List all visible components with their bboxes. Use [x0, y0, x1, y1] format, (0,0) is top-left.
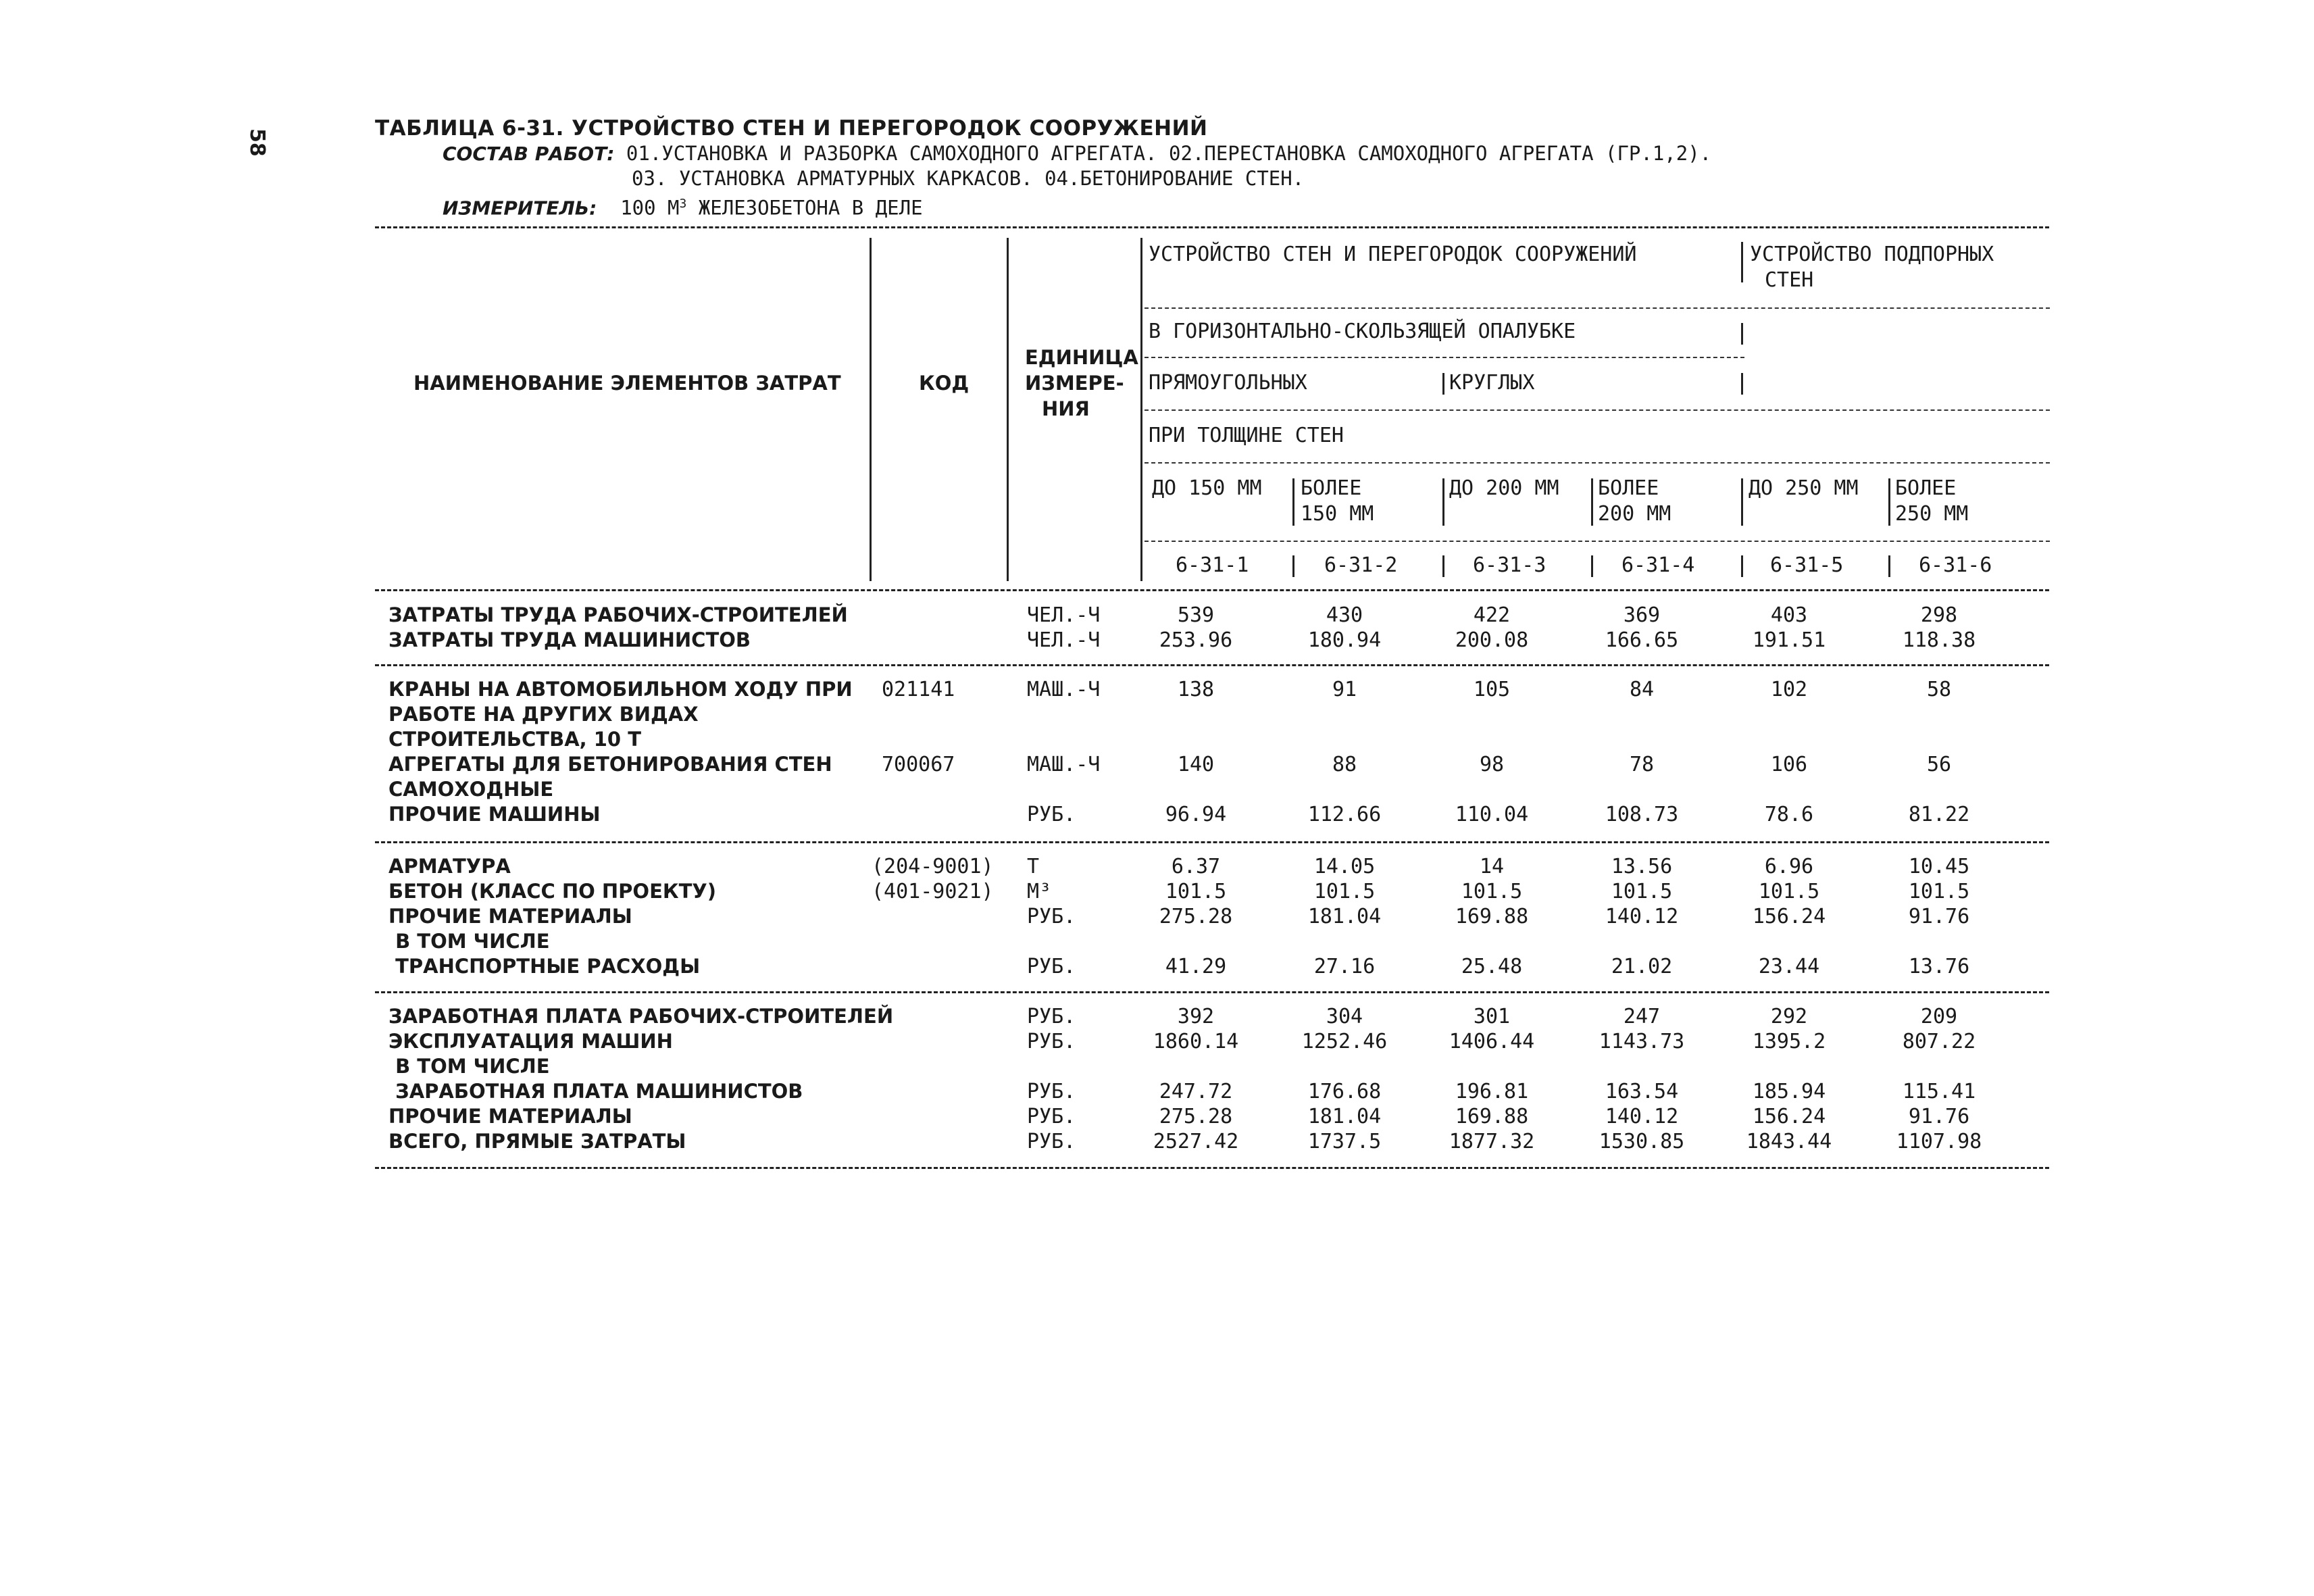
row-value-3: 14 [1479, 855, 1505, 878]
row-value-5: 102 [1770, 678, 1808, 701]
row-value-2: 1252.46 [1301, 1030, 1388, 1053]
row-value-6: 13.76 [1908, 955, 1970, 978]
row-name: РАБОТЕ НА ДРУГИХ ВИДАХ [388, 703, 699, 726]
row-unit: РУБ. [1027, 1005, 1076, 1028]
row-value-3: 200.08 [1455, 628, 1529, 652]
row-unit: РУБ. [1027, 1105, 1076, 1128]
row-value-4: 166.65 [1605, 628, 1679, 652]
table-row [388, 1080, 2051, 1105]
row-value-2: 88 [1332, 753, 1357, 776]
col-divider-3 [1140, 238, 1142, 581]
row-value-2: 101.5 [1313, 880, 1376, 903]
table-row [388, 1055, 2051, 1080]
row-value-2: 176.68 [1307, 1080, 1382, 1103]
row-value-5: 1395.2 [1752, 1030, 1826, 1053]
row-unit: РУБ. [1027, 1080, 1076, 1103]
header-round: КРУГЛЫХ [1449, 371, 1535, 395]
code-divider-2 [1442, 555, 1444, 577]
row-unit: ЧЕЛ.-Ч [1027, 603, 1101, 627]
row-value-1: 138 [1177, 678, 1215, 701]
row-name: СТРОИТЕЛЬСТВА, 10 Т [388, 728, 641, 751]
row-value-6: 1107.98 [1896, 1130, 1982, 1153]
code-divider-3 [1591, 555, 1593, 577]
row-code: (401-9021) [872, 880, 994, 903]
row-unit: Т [1027, 855, 1040, 878]
table-row [388, 628, 2051, 653]
header-code: КОД [919, 372, 970, 395]
row-unit: М³ [1027, 880, 1052, 903]
row-value-2: 304 [1326, 1005, 1363, 1028]
row-unit: МАШ.-Ч [1027, 678, 1101, 701]
section-rule-1 [375, 664, 2049, 666]
table-row [388, 955, 2051, 980]
rect-round-divider [1442, 373, 1444, 395]
table-row [388, 753, 2051, 778]
row-value-6: 118.38 [1902, 628, 1976, 652]
col-code-3: 6-31-3 [1473, 553, 1546, 577]
header-name: НАИМЕНОВАНИЕ ЭЛЕМЕНТОВ ЗАТРАТ [413, 372, 841, 395]
row-value-2: 180.94 [1307, 628, 1382, 652]
table-bottom-rule [375, 1167, 2049, 1169]
row-name: ПРОЧИЕ МАТЕРИАЛЫ [388, 905, 632, 928]
row-value-4: 140.12 [1605, 905, 1679, 928]
work-label: СОСТАВ РАБОТ: [443, 143, 615, 165]
row-value-3: 196.81 [1455, 1080, 1529, 1103]
code-divider-5 [1888, 555, 1890, 577]
col-code-2: 6-31-2 [1324, 553, 1398, 577]
row-name: ЭКСПЛУАТАЦИЯ МАШИН [388, 1030, 673, 1053]
row-value-1: 392 [1177, 1005, 1215, 1028]
row-value-4: 13.56 [1611, 855, 1673, 878]
row-value-1: 96.94 [1165, 803, 1227, 826]
row-value-5: 185.94 [1752, 1080, 1826, 1103]
table-title: ТАБЛИЦА 6-31. УСТРОЙСТВО СТЕН И ПЕРЕГОРОДОК СООРУЖЕНИЙ [375, 116, 1208, 141]
header-rule-c [1145, 409, 2050, 411]
sub-col-6-l2: 250 ММ [1895, 502, 1969, 526]
col-code-6: 6-31-6 [1919, 553, 1992, 577]
row-value-6: 91.76 [1908, 1105, 1970, 1128]
row-value-2: 91 [1332, 678, 1357, 701]
row-value-1: 6.37 [1171, 855, 1221, 878]
row-value-4: 1530.85 [1599, 1130, 1685, 1153]
col-divider-1 [870, 238, 872, 581]
section-rule-2 [375, 841, 2049, 843]
sub-divider-1 [1292, 478, 1294, 526]
row-value-1: 253.96 [1159, 628, 1233, 652]
header-group-2-line1: УСТРОЙСТВО ПОДПОРНЫХ [1750, 243, 1994, 266]
work-line-1: 01.УСТАНОВКА И РАЗБОРКА САМОХОДНОГО АГРЕГАТА. 02.ПЕРЕСТАНОВКА САМОХОДНОГО АГРЕГАТА (ГР.1,2). [614, 142, 1712, 165]
code-divider-1 [1292, 555, 1294, 577]
header-bottom-rule [375, 589, 2049, 591]
row-value-5: 191.51 [1752, 628, 1826, 652]
page-number: 58 [245, 128, 269, 157]
row-value-3: 422 [1473, 603, 1511, 627]
row-value-6: 115.41 [1902, 1080, 1976, 1103]
row-value-4: 140.12 [1605, 1105, 1679, 1128]
row-value-3: 101.5 [1461, 880, 1523, 903]
sub-col-4-l2: 200 ММ [1598, 502, 1671, 526]
table-row [388, 1030, 2051, 1055]
sub-col-5-l1: ДО 250 ММ [1749, 476, 1859, 500]
row-value-5: 106 [1770, 753, 1808, 776]
row-value-1: 101.5 [1165, 880, 1227, 903]
row-code: 700067 [882, 753, 955, 776]
row-unit: МАШ.-Ч [1027, 753, 1101, 776]
header-rule-d [1145, 462, 2050, 464]
table-header-block [375, 116, 2051, 221]
row-name: В ТОМ ЧИСЛЕ [388, 1055, 550, 1078]
table-row [388, 905, 2051, 930]
row-value-4: 108.73 [1605, 803, 1679, 826]
table-row [388, 678, 2051, 703]
row-name: ТРАНСПОРТНЫЕ РАСХОДЫ [388, 955, 701, 978]
table-row [388, 880, 2051, 905]
row-value-3: 25.48 [1461, 955, 1523, 978]
row-value-1: 275.28 [1159, 1105, 1233, 1128]
row-value-2: 430 [1326, 603, 1363, 627]
row-value-6: 209 [1920, 1005, 1958, 1028]
header-formwork: В ГОРИЗОНТАЛЬНО-СКОЛЬЗЯЩЕЙ ОПАЛУБКЕ [1149, 320, 1576, 343]
row-value-6: 91.76 [1908, 905, 1970, 928]
row-value-2: 1737.5 [1307, 1130, 1382, 1153]
row-value-4: 163.54 [1605, 1080, 1679, 1103]
sub-col-6-l1: БОЛЕЕ [1895, 476, 1957, 500]
table-row [388, 1005, 2051, 1030]
row-unit: РУБ. [1027, 955, 1076, 978]
sub-divider-5 [1888, 478, 1890, 526]
code-divider-4 [1741, 555, 1743, 577]
header-group-2-line2: СТЕН [1765, 268, 1814, 292]
row-value-5: 78.6 [1764, 803, 1814, 826]
row-unit: РУБ. [1027, 1130, 1076, 1153]
row-value-5: 1843.44 [1746, 1130, 1832, 1153]
col-code-1: 6-31-1 [1176, 553, 1249, 577]
sub-divider-4 [1741, 478, 1743, 526]
row-value-3: 105 [1473, 678, 1511, 701]
row-unit: РУБ. [1027, 803, 1076, 826]
row-code: 021141 [882, 678, 955, 701]
header-unit-2: ИЗМЕРЕ- [1025, 372, 1124, 395]
sub-col-1-l1: ДО 150 ММ [1152, 476, 1262, 500]
header-unit-3: НИЯ [1042, 397, 1090, 420]
col-divider-2 [1007, 238, 1009, 581]
row-name: АРМАТУРА [388, 855, 511, 878]
row-value-1: 247.72 [1159, 1080, 1233, 1103]
row-name: ЗАТРАТЫ ТРУДА РАБОЧИХ-СТРОИТЕЛЕЙ [388, 603, 848, 626]
sub-divider-2 [1442, 478, 1444, 526]
row-value-6: 807.22 [1902, 1030, 1976, 1053]
row-value-6: 81.22 [1908, 803, 1970, 826]
sub-col-4-l1: БОЛЕЕ [1598, 476, 1659, 500]
row-value-3: 110.04 [1455, 803, 1529, 826]
row-value-6: 10.45 [1908, 855, 1970, 878]
header-rect: ПРЯМОУГОЛЬНЫХ [1149, 371, 1307, 395]
work-composition [375, 141, 2051, 166]
measure-unit [375, 191, 2051, 221]
row-name: ЗАРАБОТНАЯ ПЛАТА РАБОЧИХ-СТРОИТЕЛЕЙ [388, 1005, 894, 1028]
row-value-1: 1860.14 [1153, 1030, 1239, 1053]
row-name: ПРОЧИЕ МАТЕРИАЛЫ [388, 1105, 632, 1128]
sub-col-2-l1: БОЛЕЕ [1301, 476, 1362, 500]
header-rule-a [1145, 307, 2050, 309]
header-rule-e [1145, 541, 2050, 542]
row-value-6: 298 [1920, 603, 1958, 627]
row-value-6: 101.5 [1908, 880, 1970, 903]
row-value-4: 101.5 [1611, 880, 1673, 903]
row-value-2: 181.04 [1307, 905, 1382, 928]
row-value-5: 292 [1770, 1005, 1808, 1028]
table-row [388, 703, 2051, 728]
row-value-5: 23.44 [1758, 955, 1820, 978]
measure-rest: ЖЕЛЕЗОБЕТОНА В ДЕЛЕ [686, 196, 923, 220]
formwork-end [1741, 323, 1743, 345]
row-value-3: 301 [1473, 1005, 1511, 1028]
row-value-2: 14.05 [1313, 855, 1376, 878]
row-value-1: 140 [1177, 753, 1215, 776]
sub-col-3-l1: ДО 200 ММ [1449, 476, 1559, 500]
row-value-5: 156.24 [1752, 905, 1826, 928]
row-name: АГРЕГАТЫ ДЛЯ БЕТОНИРОВАНИЯ СТЕН [388, 753, 832, 776]
row-value-4: 21.02 [1611, 955, 1673, 978]
table-row [388, 728, 2051, 753]
table-row [388, 930, 2051, 955]
row-value-3: 169.88 [1455, 1105, 1529, 1128]
header-thickness: ПРИ ТОЛЩИНЕ СТЕН [1149, 424, 1344, 447]
row-name: В ТОМ ЧИСЛЕ [388, 930, 550, 953]
row-name: САМОХОДНЫЕ [388, 778, 554, 801]
header-rule-b [1145, 357, 1744, 358]
row-value-3: 1406.44 [1449, 1030, 1535, 1053]
round-end [1741, 373, 1743, 395]
row-unit: РУБ. [1027, 905, 1076, 928]
row-name: ПРОЧИЕ МАШИНЫ [388, 803, 601, 826]
row-code: (204-9001) [872, 855, 994, 878]
row-value-4: 78 [1629, 753, 1655, 776]
col-code-5: 6-31-5 [1770, 553, 1844, 577]
measure-label: ИЗМЕРИТЕЛЬ: [443, 197, 597, 220]
row-value-2: 27.16 [1313, 955, 1376, 978]
row-value-3: 1877.32 [1449, 1130, 1535, 1153]
row-name: КРАНЫ НА АВТОМОБИЛЬНОМ ХОДУ ПРИ [388, 678, 853, 701]
table-row [388, 803, 2051, 828]
row-value-4: 1143.73 [1599, 1030, 1685, 1053]
row-name: ВСЕГО, ПРЯМЫЕ ЗАТРАТЫ [388, 1130, 686, 1153]
row-value-4: 369 [1623, 603, 1661, 627]
group-divider [1741, 242, 1743, 282]
row-unit: РУБ. [1027, 1030, 1076, 1053]
row-value-5: 403 [1770, 603, 1808, 627]
row-unit: ЧЕЛ.-Ч [1027, 628, 1101, 652]
section-rule-3 [375, 991, 2049, 993]
row-value-1: 275.28 [1159, 905, 1233, 928]
row-value-4: 84 [1629, 678, 1655, 701]
row-value-3: 169.88 [1455, 905, 1529, 928]
work-line-2: 03. УСТАНОВКА АРМАТУРНЫХ КАРКАСОВ. 04.БЕТОНИРОВАНИЕ СТЕН. [632, 167, 1305, 190]
sub-divider-3 [1591, 478, 1593, 526]
table-row [388, 603, 2051, 628]
row-value-5: 101.5 [1758, 880, 1820, 903]
measure-value: 100 М [597, 196, 680, 220]
row-value-5: 156.24 [1752, 1105, 1826, 1128]
row-name: БЕТОН (КЛАСС ПО ПРОЕКТУ) [388, 880, 716, 903]
row-value-2: 112.66 [1307, 803, 1382, 826]
measure-sup: 3 [679, 197, 687, 211]
row-value-2: 181.04 [1307, 1105, 1382, 1128]
table-row [388, 1130, 2051, 1155]
col-code-4: 6-31-4 [1621, 553, 1695, 577]
row-name: ЗАРАБОТНАЯ ПЛАТА МАШИНИСТОВ [388, 1080, 803, 1103]
sub-col-2-l2: 150 ММ [1301, 502, 1374, 526]
row-value-1: 2527.42 [1153, 1130, 1239, 1153]
header-unit-1: ЕДИНИЦА [1025, 346, 1138, 369]
header-top-rule [375, 226, 2049, 228]
row-value-1: 41.29 [1165, 955, 1227, 978]
row-value-6: 56 [1926, 753, 1952, 776]
table-row [388, 778, 2051, 803]
row-value-3: 98 [1479, 753, 1505, 776]
header-group-1: УСТРОЙСТВО СТЕН И ПЕРЕГОРОДОК СООРУЖЕНИЙ [1149, 243, 1637, 266]
table-row [388, 1105, 2051, 1130]
row-value-6: 58 [1926, 678, 1952, 701]
row-name: ЗАТРАТЫ ТРУДА МАШИНИСТОВ [388, 628, 751, 651]
table-row [388, 855, 2051, 880]
row-value-1: 539 [1177, 603, 1215, 627]
row-value-4: 247 [1623, 1005, 1661, 1028]
row-value-5: 6.96 [1764, 855, 1814, 878]
